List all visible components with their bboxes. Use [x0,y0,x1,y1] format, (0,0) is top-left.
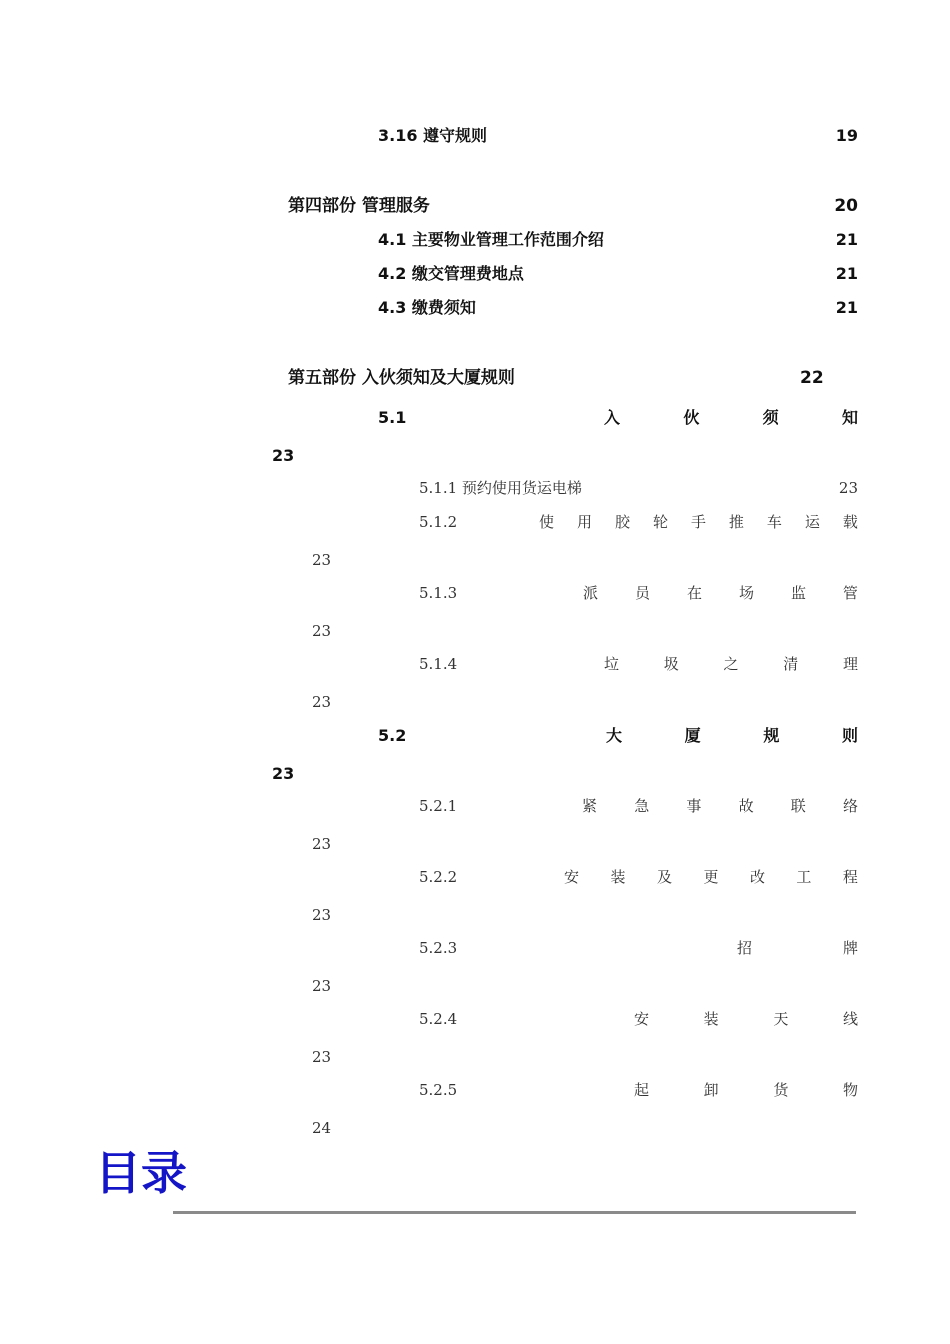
toc-page-3-16: 19 [835,126,858,145]
toc-num-5-2-3[interactable]: 5.2.3 [419,939,458,957]
toc-title-5-2-2[interactable] [564,870,858,885]
toc-char: 须 [762,408,779,427]
toc-num-5-1-2[interactable]: 5.1.2 [419,513,458,531]
toc-page-5-1-4: 23 [312,693,332,711]
toc-page-5-2-4: 23 [312,1048,332,1066]
toc-char: 络 [842,797,858,815]
toc-char: 规 [763,726,780,745]
toc-char: 派 [583,584,599,602]
toc-char: 员 [634,584,650,602]
toc-char: 牌 [842,939,858,957]
toc-char: 改 [749,868,765,886]
toc-page-5-2: 23 [272,764,295,783]
toc-page-4-1: 21 [835,230,858,249]
toc-char: 紧 [582,797,598,815]
toc-char: 物 [842,1081,858,1099]
toc-char: 招 [737,939,753,957]
toc-char: 使 [539,513,555,531]
toc-char: 用 [576,513,592,531]
toc-char: 推 [728,513,744,531]
page-title: 目录 [95,1146,187,1200]
toc-char: 起 [634,1081,650,1099]
toc-char: 手 [690,513,706,531]
toc-num-5-2[interactable]: 5.2 [378,726,407,745]
toc-page-4-3: 21 [835,298,858,317]
toc-page-4-2: 21 [835,264,858,283]
toc-num-5-1-3[interactable]: 5.1.3 [419,584,458,602]
toc-char: 管 [842,584,858,602]
toc-char: 清 [783,655,799,673]
toc-char: 在 [686,584,702,602]
toc-char: 事 [686,797,702,815]
toc-num-5-2-1[interactable]: 5.2.1 [419,797,458,815]
toc-char: 故 [738,797,754,815]
toc-entry-4-2[interactable]: 4.2 缴交管理费地点 [378,264,524,283]
toc-title-5-2-5[interactable] [634,1083,858,1098]
toc-char: 伙 [683,408,700,427]
toc-num-5-1[interactable]: 5.1 [378,408,407,427]
toc-char: 轮 [652,513,668,531]
toc-title-5-2-1[interactable] [582,799,858,814]
toc-char: 卸 [703,1081,719,1099]
toc-char: 更 [703,868,719,886]
toc-num-5-2-5[interactable]: 5.2.5 [419,1081,458,1099]
toc-part-5[interactable]: 第五部份 入伙须知及大厦规则 [288,368,515,388]
toc-char: 安 [564,868,580,886]
toc-char: 及 [656,868,672,886]
toc-char: 载 [842,513,858,531]
toc-char: 货 [773,1081,789,1099]
toc-page-5-1-2: 23 [312,551,332,569]
toc-char: 场 [738,584,754,602]
toc-num-5-2-4[interactable]: 5.2.4 [419,1010,458,1028]
toc-char: 装 [610,868,626,886]
toc-char: 大 [606,726,623,745]
toc-entry-4-3[interactable]: 4.3 缴费须知 [378,298,476,317]
toc-page-5-1-3: 23 [312,622,332,640]
toc-char: 则 [841,726,858,745]
toc-char: 联 [790,797,806,815]
toc-char: 之 [723,655,739,673]
toc-entry-4-1[interactable]: 4.1 主要物业管理工作范围介绍 [378,230,604,249]
toc-title-5-1-2[interactable] [539,515,858,530]
toc-char: 安 [634,1010,650,1028]
toc-char: 急 [634,797,650,815]
toc-char: 胶 [614,513,630,531]
divider-line [173,1211,856,1214]
toc-page-5-2-5: 24 [312,1119,332,1137]
toc-char: 线 [842,1010,858,1028]
toc-title-5-1-3[interactable] [583,586,858,601]
toc-page-5-2-3: 23 [312,977,332,995]
toc-title-5-2[interactable] [606,728,858,744]
toc-title-5-1[interactable] [604,410,858,426]
toc-char: 理 [842,655,858,673]
toc-title-5-1-4[interactable] [604,657,858,672]
toc-entry-3-16[interactable]: 3.16 遵守规则 [378,126,488,145]
toc-char: 圾 [663,655,679,673]
toc-title-5-2-3[interactable] [737,941,858,956]
toc-char: 车 [766,513,782,531]
toc-char: 入 [604,408,621,427]
toc-page-part-4: 20 [834,196,858,216]
toc-char: 程 [842,868,858,886]
toc-page-5-1: 23 [272,446,295,465]
toc-char: 垃 [604,655,620,673]
toc-page-5-2-1: 23 [312,835,332,853]
toc-entry-5-1-1[interactable]: 5.1.1 预约使用货运电梯 [419,479,582,497]
toc-char: 工 [796,868,812,886]
toc-part-4[interactable]: 第四部份 管理服务 [288,196,430,216]
toc-num-5-1-4[interactable]: 5.1.4 [419,655,458,673]
toc-num-5-2-2[interactable]: 5.2.2 [419,868,458,886]
toc-title-5-2-4[interactable] [634,1012,858,1027]
toc-page-part-5: 22 [800,368,824,388]
toc-char: 知 [841,408,858,427]
toc-char: 监 [790,584,806,602]
toc-char: 天 [773,1010,789,1028]
toc-char: 装 [703,1010,719,1028]
toc-char: 运 [804,513,820,531]
toc-page-5-1-1: 23 [838,479,858,497]
toc-char: 厦 [684,726,701,745]
toc-page-5-2-2: 23 [312,906,332,924]
